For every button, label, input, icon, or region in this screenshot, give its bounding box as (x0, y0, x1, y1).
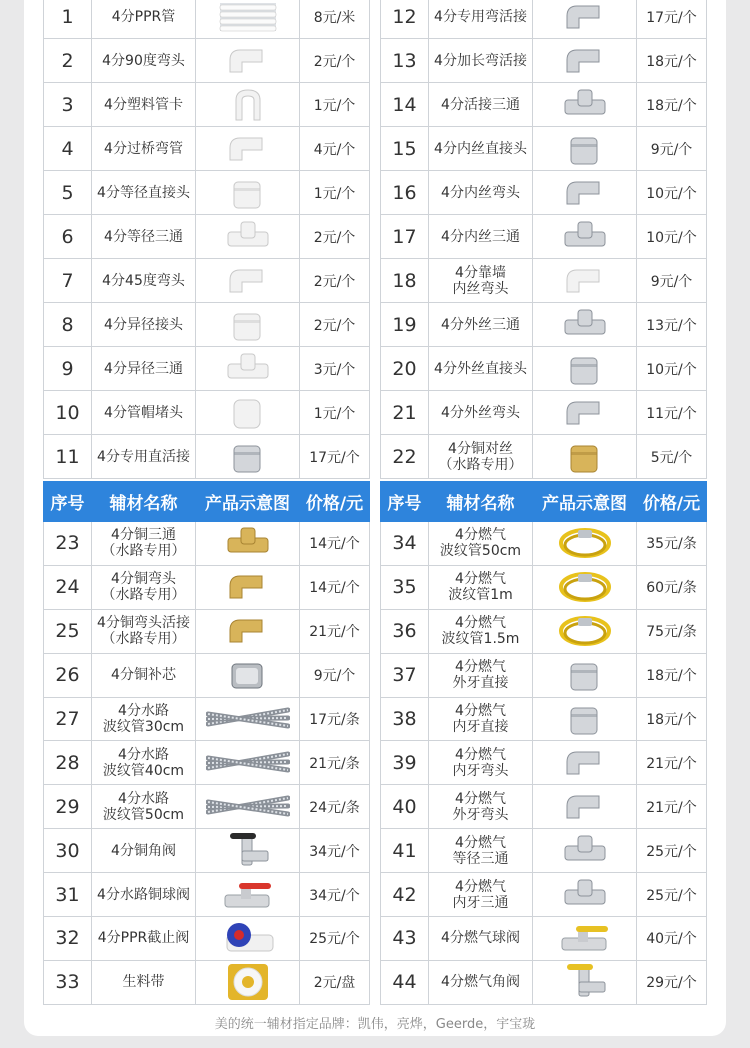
item-price: 2元/盘 (300, 960, 370, 1004)
item-name: 4分燃气 波纹管50cm (429, 522, 533, 566)
gas-male-elbow-icon (533, 788, 636, 826)
tee-icon (196, 218, 299, 256)
item-price: 29元/个 (637, 960, 707, 1004)
brass-elbow-union-icon (196, 612, 299, 650)
item-name: 4分专用直活接 (92, 435, 196, 479)
column-header: 辅材名称 (92, 482, 196, 522)
pipe-icon (196, 0, 299, 35)
item-price: 2元/个 (300, 215, 370, 259)
product-image (533, 785, 637, 829)
table-row (44, 873, 370, 917)
brass-nipple-icon (533, 438, 636, 476)
brass-bushing-icon (196, 656, 299, 694)
item-price: 21元/个 (637, 785, 707, 829)
row-number: 44 (381, 960, 429, 1004)
gas-female-elbow-icon (533, 744, 636, 782)
product-image (196, 873, 300, 917)
reducing-tee-icon (196, 350, 299, 388)
product-image (533, 917, 637, 961)
item-price: 10元/个 (637, 215, 707, 259)
item-price: 25元/个 (300, 917, 370, 961)
item-price: 18元/个 (637, 653, 707, 697)
product-image (533, 565, 637, 609)
table-row (44, 653, 370, 697)
row-number: 19 (381, 303, 429, 347)
row-number: 4 (44, 127, 92, 171)
wall-elbow-icon (533, 262, 636, 300)
item-price: 60元/条 (637, 565, 707, 609)
row-number: 38 (381, 697, 429, 741)
row-number: 30 (44, 829, 92, 873)
item-name: 4分内丝三通 (429, 215, 533, 259)
column-header: 产品示意图 (196, 482, 300, 522)
product-image (533, 741, 637, 785)
product-image (533, 829, 637, 873)
gas-angle-valve-icon (533, 962, 636, 1002)
item-name: 4分燃气 内牙弯头 (429, 741, 533, 785)
product-image (196, 347, 300, 391)
angle-valve-icon (196, 831, 299, 871)
row-number: 17 (381, 215, 429, 259)
brand-footer: 美的统一辅材指定品牌：凯伟，亮烨，Geerde，宇宝珑 (214, 1017, 536, 1032)
row-number: 23 (44, 522, 92, 566)
product-image (533, 0, 637, 39)
corrugated-hose-icon (196, 702, 299, 736)
item-name: 4分水路 波纹管30cm (92, 697, 196, 741)
product-image (533, 83, 637, 127)
row-number: 11 (44, 435, 92, 479)
row-number: 10 (44, 391, 92, 435)
item-name: 4分燃气 外牙直接 (429, 653, 533, 697)
row-number: 40 (381, 785, 429, 829)
female-tee-icon (533, 218, 636, 256)
product-image (533, 435, 637, 479)
row-number: 12 (381, 0, 429, 39)
item-name: 4分水路 波纹管40cm (92, 741, 196, 785)
item-name: 4分铜补芯 (92, 653, 196, 697)
product-image (533, 347, 637, 391)
row-number: 7 (44, 259, 92, 303)
row-number: 20 (381, 347, 429, 391)
item-price: 5元/个 (637, 435, 707, 479)
item-name: 4分塑料管卡 (92, 83, 196, 127)
table-row (381, 609, 707, 653)
item-price: 75元/条 (637, 609, 707, 653)
elbow-90-icon (196, 42, 299, 80)
row-number: 33 (44, 960, 92, 1004)
row-number: 31 (44, 873, 92, 917)
brass-tee-icon (196, 524, 299, 562)
table-row (381, 697, 707, 741)
cap-icon (196, 394, 299, 432)
table-row (381, 522, 707, 566)
table-row (44, 917, 370, 961)
table-row (381, 829, 707, 873)
item-name: 4分燃气 内牙三通 (429, 873, 533, 917)
item-price: 34元/个 (300, 829, 370, 873)
table-row (44, 829, 370, 873)
item-price: 18元/个 (637, 83, 707, 127)
row-number: 39 (381, 741, 429, 785)
item-price: 13元/个 (637, 303, 707, 347)
product-image (533, 127, 637, 171)
item-price: 18元/个 (637, 697, 707, 741)
gas-tee-icon (533, 832, 636, 870)
product-image (533, 171, 637, 215)
row-number: 35 (381, 565, 429, 609)
product-image (196, 829, 300, 873)
item-price: 2元/个 (300, 39, 370, 83)
table-row (381, 653, 707, 697)
item-price: 1元/个 (300, 171, 370, 215)
item-price: 9元/个 (637, 127, 707, 171)
section1-right-table (380, 0, 707, 479)
item-price: 4元/个 (300, 127, 370, 171)
item-price: 35元/条 (637, 522, 707, 566)
row-number: 32 (44, 917, 92, 961)
product-image (533, 653, 637, 697)
item-price: 25元/个 (637, 873, 707, 917)
item-price: 2元/个 (300, 259, 370, 303)
item-name: 4分燃气 波纹管1m (429, 565, 533, 609)
male-coupler-icon (533, 350, 636, 388)
row-number: 18 (381, 259, 429, 303)
row-number: 37 (381, 653, 429, 697)
item-price: 17元/个 (300, 435, 370, 479)
column-header: 序号 (381, 482, 429, 522)
item-name: 4分燃气角阀 (429, 960, 533, 1004)
item-name: 4分燃气 波纹管1.5m (429, 609, 533, 653)
gas-hose-icon (533, 568, 636, 606)
item-price: 10元/个 (637, 171, 707, 215)
product-image (196, 785, 300, 829)
column-header: 序号 (44, 482, 92, 522)
item-price: 2元/个 (300, 303, 370, 347)
item-name: 4分加长弯活接 (429, 39, 533, 83)
row-number: 27 (44, 697, 92, 741)
product-image (196, 565, 300, 609)
item-price: 21元/个 (300, 609, 370, 653)
row-number: 41 (381, 829, 429, 873)
table-row (44, 259, 370, 303)
item-name: 4分外丝直接头 (429, 347, 533, 391)
row-number: 6 (44, 215, 92, 259)
row-number: 1 (44, 0, 92, 39)
product-image (533, 960, 637, 1004)
table-row (44, 697, 370, 741)
female-coupler-icon (533, 130, 636, 168)
item-name: 4分专用弯活接 (429, 0, 533, 39)
table-row (44, 522, 370, 566)
product-image (196, 697, 300, 741)
row-number: 9 (44, 347, 92, 391)
union-icon (196, 438, 299, 476)
pipe-clip-icon (196, 86, 299, 124)
product-image (196, 741, 300, 785)
column-header: 产品示意图 (533, 482, 637, 522)
item-name: 4分等径三通 (92, 215, 196, 259)
table-row (44, 960, 370, 1004)
row-number: 43 (381, 917, 429, 961)
product-image (196, 127, 300, 171)
table-row (44, 609, 370, 653)
product-image (196, 83, 300, 127)
gas-female-coupler-icon (533, 700, 636, 738)
table-row (44, 171, 370, 215)
item-name: 4分PPR管 (92, 0, 196, 39)
elbow-45-icon (196, 262, 299, 300)
row-number: 13 (381, 39, 429, 83)
item-name: 4分内丝弯头 (429, 171, 533, 215)
item-name: 4分过桥弯管 (92, 127, 196, 171)
row-number: 16 (381, 171, 429, 215)
table-row (44, 565, 370, 609)
item-name: 4分等径直接头 (92, 171, 196, 215)
product-image (533, 259, 637, 303)
row-number: 34 (381, 522, 429, 566)
item-name: 4分铜弯头活接 （水路专用） (92, 609, 196, 653)
table-row (381, 873, 707, 917)
item-price: 21元/条 (300, 741, 370, 785)
table-row (381, 435, 707, 479)
item-name: 4分燃气球阀 (429, 917, 533, 961)
product-image (196, 435, 300, 479)
item-name: 4分异径三通 (92, 347, 196, 391)
row-number: 5 (44, 171, 92, 215)
row-number: 24 (44, 565, 92, 609)
product-image (196, 39, 300, 83)
item-price: 17元/条 (300, 697, 370, 741)
male-tee-icon (533, 306, 636, 344)
table-row (44, 39, 370, 83)
table-row (381, 347, 707, 391)
table-row (44, 215, 370, 259)
table-row (381, 785, 707, 829)
product-image (533, 873, 637, 917)
item-name: 4分水路铜球阀 (92, 873, 196, 917)
column-header: 价格/元 (300, 482, 370, 522)
product-image (196, 522, 300, 566)
product-image (196, 609, 300, 653)
product-image (533, 39, 637, 83)
table-row (44, 83, 370, 127)
item-price: 10元/个 (637, 347, 707, 391)
product-image (196, 171, 300, 215)
product-image (196, 917, 300, 961)
item-price: 1元/个 (300, 391, 370, 435)
product-image (196, 653, 300, 697)
section1-left-table (43, 0, 370, 479)
product-image (196, 0, 300, 39)
item-name: 4分燃气 外牙弯头 (429, 785, 533, 829)
item-price: 40元/个 (637, 917, 707, 961)
item-name: 4分外丝弯头 (429, 391, 533, 435)
item-price: 1元/个 (300, 83, 370, 127)
column-header: 辅材名称 (429, 482, 533, 522)
stop-valve-icon (196, 919, 299, 957)
elbow-union-icon (533, 0, 636, 36)
row-number: 14 (381, 83, 429, 127)
item-price: 34元/个 (300, 873, 370, 917)
union-tee-icon (533, 86, 636, 124)
row-number: 42 (381, 873, 429, 917)
corrugated-hose-icon (196, 790, 299, 824)
item-name: 4分铜弯头 （水路专用） (92, 565, 196, 609)
row-number: 25 (44, 609, 92, 653)
product-image (533, 697, 637, 741)
item-name: 4分活接三通 (429, 83, 533, 127)
section2-right-table (380, 481, 707, 1005)
row-number: 26 (44, 653, 92, 697)
table-row (44, 741, 370, 785)
item-price: 21元/个 (637, 741, 707, 785)
item-name: 4分铜角阀 (92, 829, 196, 873)
gas-ball-valve-icon (533, 920, 636, 956)
item-name: 4分铜对丝 （水路专用） (429, 435, 533, 479)
item-name: 4分铜三通 （水路专用） (92, 522, 196, 566)
row-number: 22 (381, 435, 429, 479)
row-number: 29 (44, 785, 92, 829)
table-row (44, 303, 370, 347)
section2-left-table (43, 481, 370, 1005)
row-number: 2 (44, 39, 92, 83)
table-row (381, 303, 707, 347)
long-elbow-union-icon (533, 42, 636, 80)
item-price: 17元/个 (637, 0, 707, 39)
table-row (381, 171, 707, 215)
item-name: 4分PPR截止阀 (92, 917, 196, 961)
table-row (381, 0, 707, 39)
ball-valve-icon (196, 877, 299, 913)
row-number: 21 (381, 391, 429, 435)
item-price: 24元/条 (300, 785, 370, 829)
table-row (44, 391, 370, 435)
product-image (196, 303, 300, 347)
item-name: 4分内丝直接头 (429, 127, 533, 171)
table-row (381, 127, 707, 171)
item-name: 4分异径接头 (92, 303, 196, 347)
table-row (44, 435, 370, 479)
product-image (196, 960, 300, 1004)
item-price: 25元/个 (637, 829, 707, 873)
gas-female-tee-icon (533, 876, 636, 914)
gas-hose-icon (533, 612, 636, 650)
table-row (381, 259, 707, 303)
product-image (196, 215, 300, 259)
item-price: 9元/个 (637, 259, 707, 303)
table-row (381, 391, 707, 435)
table-row (381, 741, 707, 785)
item-name: 4分水路 波纹管50cm (92, 785, 196, 829)
item-price: 9元/个 (300, 653, 370, 697)
item-price: 18元/个 (637, 39, 707, 83)
row-number: 15 (381, 127, 429, 171)
bridge-bend-icon (196, 130, 299, 168)
table-row (44, 127, 370, 171)
table-row (44, 785, 370, 829)
brass-elbow-icon (196, 568, 299, 606)
product-image (533, 303, 637, 347)
corrugated-hose-icon (196, 746, 299, 780)
gas-male-coupler-icon (533, 656, 636, 694)
product-image (533, 609, 637, 653)
table-row (381, 917, 707, 961)
item-name: 4分管帽堵头 (92, 391, 196, 435)
table-row (381, 960, 707, 1004)
product-image (196, 259, 300, 303)
item-price: 3元/个 (300, 347, 370, 391)
gas-hose-icon (533, 524, 636, 562)
row-number: 8 (44, 303, 92, 347)
male-elbow-icon (533, 394, 636, 432)
item-name: 4分燃气 等径三通 (429, 829, 533, 873)
item-name: 4分45度弯头 (92, 259, 196, 303)
table-row (381, 565, 707, 609)
product-image (533, 215, 637, 259)
table-row (381, 83, 707, 127)
item-name: 4分靠墙 内丝弯头 (429, 259, 533, 303)
table-row (44, 347, 370, 391)
item-price: 11元/个 (637, 391, 707, 435)
item-name: 4分外丝三通 (429, 303, 533, 347)
row-number: 28 (44, 741, 92, 785)
table-row (381, 39, 707, 83)
table-row (381, 215, 707, 259)
product-image (533, 391, 637, 435)
reducer-icon (196, 306, 299, 344)
item-price: 14元/个 (300, 522, 370, 566)
ptfe-tape-icon (196, 962, 299, 1002)
table-row (44, 0, 370, 39)
item-price: 14元/个 (300, 565, 370, 609)
straight-coupler-icon (196, 174, 299, 212)
female-elbow-icon (533, 174, 636, 212)
product-image (533, 522, 637, 566)
row-number: 3 (44, 83, 92, 127)
item-name: 4分燃气 内牙直接 (429, 697, 533, 741)
product-image (196, 391, 300, 435)
item-price: 8元/米 (300, 0, 370, 39)
column-header: 价格/元 (637, 482, 707, 522)
item-name: 4分90度弯头 (92, 39, 196, 83)
row-number: 36 (381, 609, 429, 653)
item-name: 生料带 (92, 960, 196, 1004)
